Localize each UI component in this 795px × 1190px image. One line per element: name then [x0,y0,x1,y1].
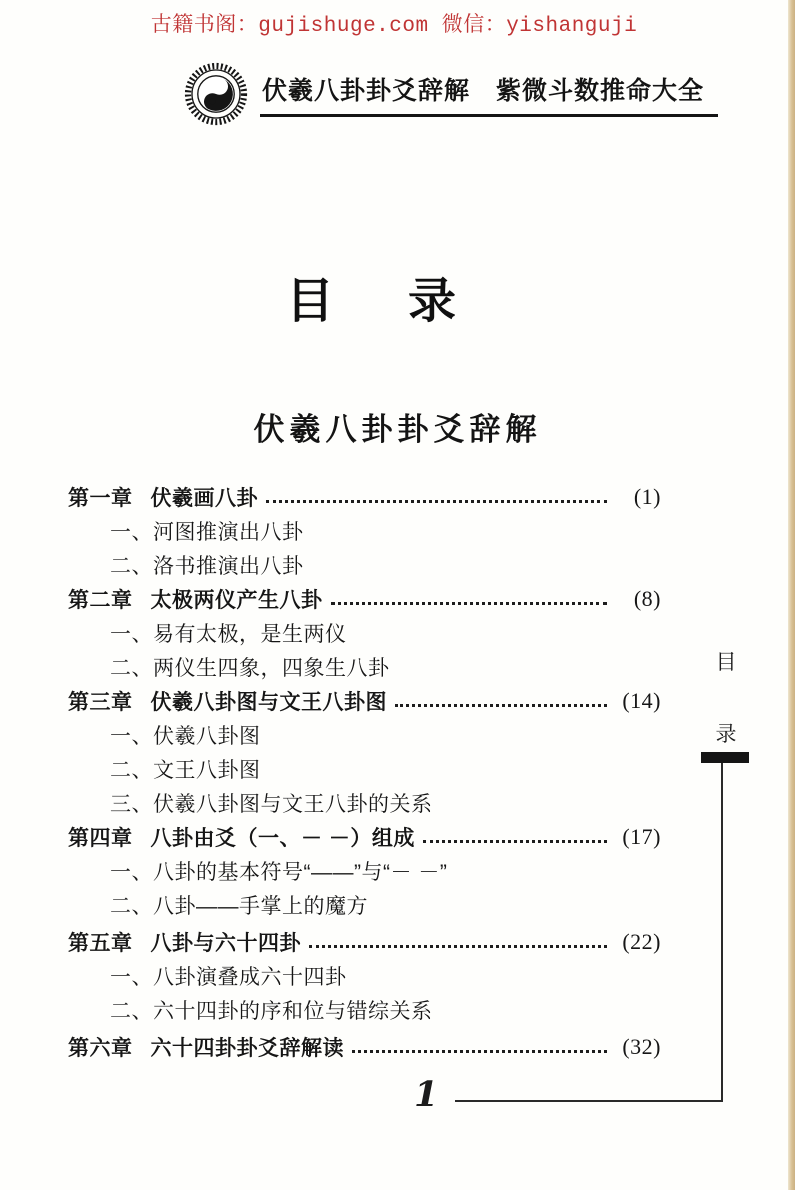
chapter-label: 第二章 [68,589,133,612]
toc-page-title [286,262,456,331]
chapter-row [68,582,661,616]
watermark-text: 古籍书阁：gujishuge.com 微信：yishanguji [150,15,638,38]
side-tab-bar [701,752,749,763]
chapter-row [68,1030,661,1064]
dot-leader [323,582,614,616]
dot-leader [258,480,613,514]
sub-item: 二、洛书推演出八卦 [110,555,304,578]
chapter-label: 第一章 [68,487,133,510]
sub-item: 二、两仪生四象，四象生八卦 [110,657,390,680]
sub-item: 一、八卦的基本符号“——”与“－ －” [110,861,448,884]
side-rule-vertical [721,763,723,1102]
sub-item: 二、八卦——手掌上的魔方 [110,895,368,918]
chapter-label: 第四章 [68,827,133,850]
taiji-bagua-icon [184,62,248,126]
chapter-title: 伏羲画八卦 [150,487,258,510]
dot-leader [415,820,613,854]
sub-item: 一、易有太极，是生两仪 [110,623,347,646]
chapter-title: 六十四卦卦爻辞解读 [150,1037,344,1060]
chapter-page: (22) [622,929,661,954]
side-tab [704,652,748,745]
side-tab-char: 录 [715,723,737,746]
chapter-page: (14) [622,688,661,713]
chapter-row [68,684,661,718]
dot-leader [344,1030,613,1064]
chapter-title: 太极两仪产生八卦 [150,589,323,612]
book-header [184,62,718,126]
sub-item: 三、伏羲八卦图与文王八卦的关系 [110,793,433,816]
dot-leader [301,925,613,959]
chapter-page: (17) [622,824,661,849]
chapter-row [68,925,661,959]
chapter-label: 第五章 [68,932,133,955]
sub-item: 一、八卦演叠成六十四卦 [110,966,347,989]
sub-item: 二、文王八卦图 [110,759,261,782]
chapter-page: (8) [633,586,661,611]
sub-item: 二、六十四卦的序和位与错综关系 [110,1000,433,1023]
chapter-title: 八卦与六十四卦 [150,932,301,955]
chapter-title: 八卦由爻（一、－ －）组成 [150,827,415,850]
chapter-label: 第三章 [68,691,133,714]
section-title: 伏羲八卦卦爻辞解 [253,412,542,447]
toc-title-char: 录 [408,275,457,328]
page-number: 1 [414,1074,439,1115]
dot-leader [387,684,613,718]
chapter-row [68,480,661,514]
chapter-page: (1) [633,484,661,509]
sub-item: 一、河图推演出八卦 [110,521,304,544]
chapter-page: (32) [622,1034,661,1059]
side-tab-char: 目 [715,651,737,674]
chapter-row [68,820,661,854]
toc-title-char: 目 [286,275,335,328]
toc-list [68,480,661,1064]
footer-rule [455,1100,723,1102]
chapter-title: 伏羲八卦图与文王八卦图 [150,691,387,714]
chapter-label: 第六章 [68,1037,133,1060]
book-edge-strip [788,0,795,1190]
sub-item: 一、伏羲八卦图 [110,725,261,748]
book-title: 伏羲八卦卦爻辞解 紫微斗数推命大全 [260,71,718,117]
